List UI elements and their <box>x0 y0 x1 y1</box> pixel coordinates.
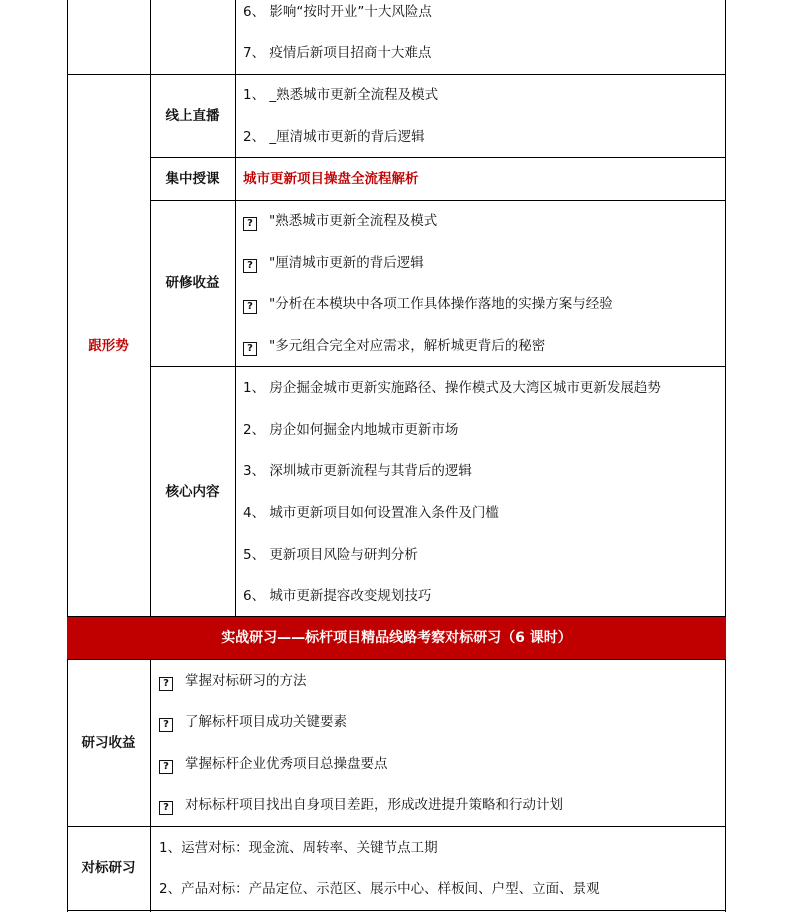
label-online-live: 线上直播 <box>165 108 220 124</box>
col-divider-lower <box>150 659 151 912</box>
row-divider-bottom <box>67 910 726 911</box>
section-label-gen-xing-shi: 跟形势 <box>88 338 129 354</box>
core-item-3: 3、 深圳城市更新流程与其背后的逻辑 <box>243 463 472 479</box>
checkbox-icon: ? <box>159 801 173 815</box>
label-focus-teaching: 集中授课 <box>165 171 220 187</box>
row-divider-focus <box>150 200 726 201</box>
benchmark-item-2: 2、产品对标：产品定位、示范区、展示中心、样板间、户型、立面、景观 <box>159 881 600 897</box>
label-study-gains-lower: 研习收益 <box>81 735 136 751</box>
col-divider-2 <box>235 0 236 617</box>
row-divider-online <box>150 157 726 158</box>
row-divider-top <box>67 74 726 75</box>
checkbox-icon: ? <box>243 259 257 273</box>
gains-item <box>243 294 613 314</box>
study-gain-text: 掌握标杆企业优秀项目总操盘要点 <box>185 756 388 772</box>
section-banner: 实战研习——标杆项目精品线路考察对标研习（6 课时） <box>67 617 726 659</box>
checkbox-icon: ? <box>243 300 257 314</box>
core-item-6: 6、 城市更新提容改变规划技巧 <box>243 588 432 604</box>
row-divider-study <box>67 826 726 827</box>
study-gain-item <box>159 795 563 815</box>
top-item-7: 7、 疫情后新项目招商十大难点 <box>243 45 432 61</box>
checkbox-icon: ? <box>159 718 173 732</box>
label-benchmark-study: 对标研习 <box>81 860 136 876</box>
online-item-1: 1、 _熟悉城市更新全流程及模式 <box>243 87 439 103</box>
table-border-right <box>725 0 726 912</box>
top-item-6: 6、 影响“按时开业”十大风险点 <box>243 4 432 20</box>
table-border-left <box>67 0 68 912</box>
col-divider-1 <box>150 0 151 617</box>
study-gain-text: 了解标杆项目成功关键要素 <box>185 714 347 730</box>
study-gain-item <box>159 754 388 774</box>
gains-item-text: "多元组合完全对应需求，解析城更背后的秘密 <box>269 338 546 354</box>
checkbox-icon: ? <box>159 760 173 774</box>
study-gain-text: 掌握对标研习的方法 <box>185 673 307 689</box>
core-item-2: 2、 房企如何掘金内地城市更新市场 <box>243 422 459 438</box>
gains-item-text: "熟悉城市更新全流程及模式 <box>269 213 438 229</box>
core-item-5: 5、 更新项目风险与研判分析 <box>243 547 418 563</box>
checkbox-icon: ? <box>243 342 257 356</box>
study-gain-text: 对标标杆项目找出自身项目差距，形成改进提升策略和行动计划 <box>185 797 563 813</box>
core-item-1: 1、 房企掘金城市更新实施路径、操作模式及大湾区城市更新发展趋势 <box>243 380 661 396</box>
gains-item <box>243 211 437 231</box>
core-item-4: 4、 城市更新项目如何设置准入条件及门槛 <box>243 505 499 521</box>
label-core-content: 核心内容 <box>165 484 220 500</box>
gains-item-text: "分析在本模块中各项工作具体操作落地的实操方案与经验 <box>269 296 613 312</box>
study-gain-item <box>159 712 347 732</box>
row-divider-banner-bottom <box>67 659 726 660</box>
checkbox-icon: ? <box>159 677 173 691</box>
benchmark-item-1: 1、运营对标：现金流、周转率、关键节点工期 <box>159 840 438 856</box>
gains-item <box>243 336 545 356</box>
checkbox-icon: ? <box>243 217 257 231</box>
focus-course-title: 城市更新项目操盘全流程解析 <box>243 171 419 187</box>
label-study-gains: 研修收益 <box>165 275 220 291</box>
gains-item-text: "厘清城市更新的背后逻辑 <box>269 255 424 271</box>
online-item-2: 2、 _厘清城市更新的背后逻辑 <box>243 129 425 145</box>
row-divider-gains <box>150 366 726 367</box>
study-gain-item <box>159 671 307 691</box>
gains-item <box>243 253 424 273</box>
